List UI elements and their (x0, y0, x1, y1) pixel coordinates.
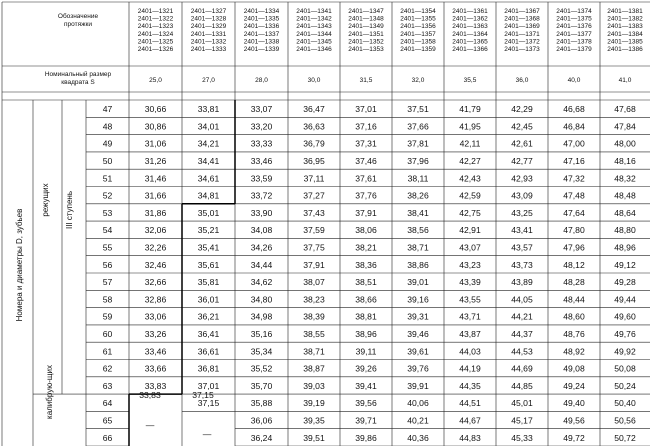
column-code: 2401—1371 (504, 30, 540, 38)
table-cell: 40,36 (407, 432, 429, 443)
row-number: 63 (102, 380, 113, 391)
row-number: 59 (102, 311, 113, 322)
table-cell: 50,40 (614, 398, 636, 409)
column-size: 25,0 (149, 77, 162, 84)
table-cell: 44,85 (511, 380, 533, 391)
table-cell: 35,70 (250, 380, 273, 391)
table-cell: 44,05 (511, 294, 533, 305)
table-cell: 36,24 (250, 432, 273, 443)
column-code: 2401—1373 (504, 46, 540, 53)
table-cell: 39,61 (407, 346, 429, 357)
table-cell: 35,52 (250, 363, 273, 374)
table-cell: 34,41 (197, 156, 220, 167)
table-cell: 50,08 (614, 363, 636, 374)
column-code: 2401—1323 (137, 23, 174, 31)
table-cell: 38,21 (355, 242, 377, 253)
table-cell: 41,95 (459, 121, 481, 132)
table-cell: 42,75 (459, 207, 481, 218)
table-cell: 33,72 (250, 190, 273, 201)
row-number: 51 (102, 173, 113, 184)
table-cell: 47,64 (563, 207, 585, 218)
table-cell: 37,66 (407, 121, 429, 132)
table-cell: 44,37 (511, 329, 533, 340)
row-number: 55 (102, 242, 113, 253)
table-cell: 36,21 (197, 311, 220, 322)
column-code: 2401—1382 (607, 15, 643, 23)
row-number: 53 (102, 207, 113, 218)
column-size: 40,0 (567, 77, 581, 84)
column-code: 2401—1345 (296, 38, 332, 46)
column-code: 2401—1326 (137, 46, 174, 53)
column-code: 2401—1324 (137, 30, 174, 38)
table-cell: 42,93 (511, 173, 533, 184)
table-cell: 36,61 (197, 346, 220, 357)
table-cell: 32,86 (144, 294, 167, 305)
table-cell: 35,34 (250, 346, 273, 357)
row-number: 64 (102, 398, 113, 409)
table-cell: 32,26 (144, 242, 167, 253)
column-code: 2401—1331 (190, 30, 227, 38)
table-cell: 49,56 (563, 415, 585, 426)
table-cell: 43,23 (459, 259, 481, 270)
column-size: 35,5 (463, 77, 477, 84)
row-number: 61 (102, 346, 113, 357)
table-cell: 42,61 (511, 138, 533, 149)
column-size: 28,0 (255, 77, 268, 84)
table-cell: 39,46 (407, 329, 429, 340)
table-cell: 43,73 (511, 259, 533, 270)
table-cell: 40,21 (407, 415, 429, 426)
table-cell: 37,91 (303, 259, 325, 270)
table-cell: 32,46 (144, 259, 167, 270)
table-cell: 32,06 (144, 225, 167, 236)
table-cell: 43,41 (511, 225, 533, 236)
table-cell: 37,27 (303, 190, 325, 201)
column-code: 2401—1328 (190, 15, 227, 23)
table-cell: 43,89 (511, 277, 533, 288)
table-cell: 36,95 (303, 156, 325, 167)
column-code: 2401—1349 (348, 23, 384, 31)
column-code: 2401—1372 (504, 38, 540, 46)
table-cell: 42,43 (459, 173, 481, 184)
side-label-calibrating: калибрую-щих (45, 365, 54, 419)
row-number: 58 (102, 294, 113, 305)
table-cell: 43,87 (459, 329, 481, 340)
table-cell: 38,36 (355, 259, 377, 270)
table-cell: 44,35 (459, 380, 481, 391)
table-cell: 38,23 (303, 294, 325, 305)
table-cell: 35,88 (250, 398, 273, 409)
table-cell: 49,40 (563, 398, 585, 409)
table-cell: 44,69 (511, 363, 533, 374)
table-cell: 43,57 (511, 242, 533, 253)
column-code: 2401—1386 (607, 46, 643, 53)
column-code: 2401—1341 (296, 8, 332, 15)
table-cell: 35,01 (197, 207, 220, 218)
column-code: 2401—1342 (296, 15, 332, 23)
table-cell: 38,11 (407, 173, 429, 184)
column-code: 2401—1374 (556, 8, 592, 15)
column-code: 2401—1378 (556, 38, 592, 46)
column-code: 2401—1384 (607, 30, 643, 38)
side-label-stage: III ступень (65, 190, 74, 230)
column-code: 2401—1385 (607, 38, 643, 46)
table-cell: 31,66 (144, 190, 167, 201)
table-cell: 33,59 (250, 173, 273, 184)
table-cell: 34,01 (197, 121, 220, 132)
table-cell: 33,06 (144, 311, 167, 322)
table-cell: 36,01 (197, 294, 220, 305)
table-cell: 44,67 (459, 415, 481, 426)
table-cell: 35,61 (197, 259, 220, 270)
column-code: 2401—1355 (400, 15, 436, 23)
column-code: 2401—1337 (243, 30, 280, 38)
table-cell: 39,31 (407, 311, 429, 322)
table-cell: 43,71 (459, 311, 481, 322)
table-cell: 48,12 (563, 259, 585, 270)
table-cell: 48,80 (614, 225, 636, 236)
table-cell: 38,56 (407, 225, 429, 236)
table-cell: 38,51 (355, 277, 377, 288)
column-code: 2401—1377 (556, 30, 592, 38)
table-cell: 39,76 (407, 363, 429, 374)
table-cell: 49,28 (614, 277, 636, 288)
column-code: 2401—1339 (243, 46, 280, 53)
table-cell: 37,96 (407, 156, 429, 167)
row-number: 57 (102, 277, 113, 288)
table-cell: 47,96 (563, 242, 585, 253)
table-cell: 35,41 (197, 242, 220, 253)
row-number: 49 (102, 138, 113, 149)
table-cell: 48,60 (563, 311, 585, 322)
column-code: 2401—1383 (607, 23, 643, 31)
table-cell: 39,91 (407, 380, 429, 391)
table-cell: 46,68 (563, 104, 585, 115)
table-cell: 34,44 (250, 259, 273, 270)
table-cell: 33,83 (144, 380, 167, 391)
column-size: 36,0 (515, 77, 529, 84)
table-cell: 38,87 (303, 363, 325, 374)
column-code: 2401—1359 (400, 46, 436, 53)
table-cell: 33,07 (250, 104, 273, 115)
table-cell: 39,56 (355, 398, 377, 409)
table-cell: 38,07 (303, 277, 325, 288)
table-cell: 36,79 (303, 138, 325, 149)
table-cell: 37,51 (407, 104, 429, 115)
column-code: 2401—1366 (452, 46, 488, 53)
column-code: 2401—1379 (556, 46, 592, 53)
table-cell: 49,44 (614, 294, 636, 305)
table-cell: 39,41 (355, 380, 377, 391)
column-code: 2401—1365 (452, 38, 488, 46)
table-cell: 49,24 (563, 380, 585, 391)
table-cell: 48,16 (614, 156, 636, 167)
table-cell: 38,26 (407, 190, 429, 201)
table-cell: 38,39 (303, 311, 325, 322)
column-code: 2401—1322 (137, 15, 174, 23)
row-number: 62 (102, 363, 113, 374)
table-cell: 41,79 (459, 104, 481, 115)
column-code: 2401—1334 (243, 8, 280, 15)
table-cell: 37,75 (303, 242, 325, 253)
column-code: 2401—1348 (348, 15, 384, 23)
table-cell: 44,21 (511, 311, 533, 322)
column-code: 2401—1353 (348, 46, 384, 53)
table-cell: 36,06 (250, 415, 273, 426)
table-cell: 47,48 (563, 190, 585, 201)
table-cell: 42,45 (511, 121, 533, 132)
merged-cell-c1-68-69: — (145, 420, 155, 430)
column-code: 2401—1356 (400, 23, 436, 31)
table-cell: 47,00 (563, 138, 585, 149)
table-cell: 42,59 (459, 190, 481, 201)
table-cell: 34,26 (250, 242, 273, 253)
designation-title-line-2: протяжки (64, 21, 92, 28)
table-cell: 49,08 (563, 363, 585, 374)
table-cell: 33,20 (250, 121, 273, 132)
table-cell: 37,01 (355, 104, 377, 115)
row-number: 56 (102, 259, 113, 270)
table-cell: 48,64 (614, 207, 636, 218)
column-code: 2401—1367 (504, 8, 540, 15)
table-cell: 33,26 (144, 329, 167, 340)
table-cell: 44,83 (459, 432, 481, 443)
column-code: 2401—1333 (190, 46, 227, 53)
table-cell: 34,21 (197, 138, 220, 149)
column-code: 2401—1362 (452, 15, 488, 23)
column-code: 2401—1329 (190, 23, 227, 31)
table-cell: 33,46 (250, 156, 273, 167)
table-cell: 44,53 (511, 346, 533, 357)
column-code: 2401—1381 (607, 8, 643, 15)
table-cell: 37,61 (355, 173, 377, 184)
table-cell: 44,19 (459, 363, 481, 374)
table-cell: 39,86 (355, 432, 377, 443)
table-cell: 33,90 (250, 207, 273, 218)
row-number: 54 (102, 225, 113, 236)
merged-cell-c2-65-68: 37,15 (192, 390, 214, 400)
table-cell: 36,47 (303, 104, 325, 115)
table-cell: 48,28 (563, 277, 585, 288)
column-code: 2401—1351 (348, 30, 384, 38)
table-cell: 33,81 (197, 104, 220, 115)
table-cell: 38,55 (303, 329, 325, 340)
table-cell: 50,56 (614, 415, 636, 426)
table-cell: 47,80 (563, 225, 585, 236)
column-code: 2401—1325 (137, 38, 174, 46)
table-cell: 42,91 (459, 225, 481, 236)
column-size: 30,0 (307, 77, 321, 84)
table-cell: 37,46 (355, 156, 377, 167)
column-code: 2401—1346 (296, 46, 332, 53)
table-cell: 39,35 (303, 415, 325, 426)
table-cell: 32,66 (144, 277, 167, 288)
table-cell: 47,16 (563, 156, 585, 167)
column-size: 27,0 (202, 77, 215, 84)
column-code: 2401—1361 (452, 8, 488, 15)
table-cell: 39,03 (303, 380, 325, 391)
table-cell: 34,08 (250, 225, 273, 236)
column-code: 2401—1336 (243, 23, 280, 31)
table-cell: 34,98 (250, 311, 273, 322)
table-cell: 38,06 (355, 225, 377, 236)
table-cell: 37,15 (197, 398, 220, 409)
column-code: 2401—1368 (504, 15, 540, 23)
row-number: 66 (102, 432, 113, 443)
table-cell: 48,76 (563, 329, 585, 340)
table-cell: 37,11 (303, 173, 325, 184)
table-cell: 35,81 (197, 277, 220, 288)
table-cell: 38,71 (407, 242, 429, 253)
table-cell: 38,41 (407, 207, 429, 218)
table-grid (2, 2, 650, 446)
table-cell: 48,92 (563, 346, 585, 357)
table-cell: 47,84 (614, 121, 636, 132)
table-cell: 42,77 (511, 156, 533, 167)
table-cell: 37,91 (355, 207, 377, 218)
table-cell: 38,96 (355, 329, 377, 340)
table-cell: 44,51 (459, 398, 481, 409)
table-cell: 50,72 (614, 432, 636, 443)
row-number: 65 (102, 415, 113, 426)
side-label-cutting: режущих (41, 183, 50, 217)
table-cell: 43,25 (511, 207, 533, 218)
table-cell: 37,16 (355, 121, 377, 132)
table-cell: 39,71 (355, 415, 377, 426)
table-cell: 42,29 (511, 104, 533, 115)
table-cell: 39,51 (303, 432, 325, 443)
table-cell: 43,09 (511, 190, 533, 201)
column-code: 2401—1327 (190, 8, 227, 15)
table-cell: 44,03 (459, 346, 481, 357)
table-cell: 47,32 (563, 173, 585, 184)
table-cell: 39,01 (407, 277, 429, 288)
table-cell: 36,81 (197, 363, 220, 374)
table-cell: 37,81 (407, 138, 429, 149)
size-label-line-1: Номинальный размер (44, 71, 112, 78)
table-cell: 49,76 (614, 329, 636, 340)
column-code: 2401—1321 (137, 8, 174, 15)
table-cell: 31,86 (144, 207, 167, 218)
table-cell: 45,33 (511, 432, 533, 443)
table-cell: 36,41 (197, 329, 220, 340)
table-cell: 34,62 (250, 277, 273, 288)
table-cell: 42,11 (459, 138, 481, 149)
table-cell: 37,31 (355, 138, 377, 149)
table-cell: 33,33 (250, 138, 273, 149)
column-code: 2401—1352 (348, 38, 384, 46)
table-cell: 35,21 (197, 225, 220, 236)
column-code: 2401—1357 (400, 30, 436, 38)
table-cell: 50,24 (614, 380, 636, 391)
table-cell: 40,06 (407, 398, 429, 409)
table-cell: 34,81 (197, 190, 220, 201)
row-number: 48 (102, 121, 113, 132)
table-cell: 37,43 (303, 207, 325, 218)
table-cell: 35,16 (250, 329, 273, 340)
table-cell: 43,55 (459, 294, 481, 305)
column-code: 2401—1376 (556, 23, 592, 31)
table-cell: 49,12 (614, 259, 636, 270)
table-cell: 36,63 (303, 121, 325, 132)
row-number: 47 (102, 104, 113, 115)
size-label-line-2: квадрата S (61, 79, 95, 86)
table-cell: 45,01 (511, 398, 533, 409)
side-label-outer: Номера и диаметры D, зубьев (15, 208, 24, 322)
table-cell: 38,81 (355, 311, 377, 322)
table-cell: 31,06 (144, 138, 167, 149)
table-cell: 38,71 (303, 346, 325, 357)
table-cell: 39,16 (407, 294, 429, 305)
table-cell: 43,07 (459, 242, 481, 253)
table-cell: 37,01 (197, 380, 220, 391)
table-cell: 37,59 (303, 225, 325, 236)
column-code: 2401—1344 (296, 30, 332, 38)
merged-cell-c2-69: — (202, 429, 212, 439)
table-cell: 39,26 (355, 363, 377, 374)
table-cell: 49,72 (563, 432, 585, 443)
column-size: 31,5 (359, 77, 373, 84)
table-cell: 45,17 (511, 415, 533, 426)
table-cell: 46,84 (563, 121, 585, 132)
table-cell: 48,48 (614, 190, 636, 201)
column-size: 41,0 (618, 77, 632, 84)
table-cell: 48,96 (614, 242, 636, 253)
table-cell: 48,00 (614, 138, 636, 149)
column-code: 2401—1332 (190, 38, 227, 46)
table-cell: 43,39 (459, 277, 481, 288)
column-code: 2401—1369 (504, 23, 540, 31)
table-cell: 49,60 (614, 311, 636, 322)
row-number: 52 (102, 190, 113, 201)
merged-cell-c1-64-67: 33,83 (139, 390, 161, 400)
table-cell: 31,26 (144, 156, 167, 167)
table-cell: 48,32 (614, 173, 636, 184)
table-cell: 42,27 (459, 156, 481, 167)
table-cell: 38,86 (407, 259, 429, 270)
column-code: 2401—1335 (243, 15, 280, 23)
table-cell: 49,92 (614, 346, 636, 357)
table-cell: 47,68 (614, 104, 636, 115)
column-code: 2401—1358 (400, 38, 436, 46)
table-cell: 38,66 (355, 294, 377, 305)
table-cell: 48,44 (563, 294, 585, 305)
column-code: 2401—1354 (400, 8, 436, 15)
designation-title-line-1: Обозначение (57, 13, 99, 20)
table-cell: 34,80 (250, 294, 273, 305)
column-code: 2401—1375 (556, 15, 592, 23)
table-cell: 34,61 (197, 173, 220, 184)
row-number: 60 (102, 329, 113, 340)
table-cell: 33,66 (144, 363, 167, 374)
table-body (103, 8, 643, 446)
table-cell: 31,46 (144, 173, 167, 184)
column-code: 2401—1347 (348, 8, 384, 15)
table-cell: 37,76 (355, 190, 377, 201)
column-size: 32,0 (411, 77, 425, 84)
table-cell: 33,46 (144, 346, 167, 357)
column-code: 2401—1363 (452, 23, 488, 31)
row-number: 50 (102, 156, 113, 167)
column-code: 2401—1338 (243, 38, 280, 46)
table-cell: 39,11 (355, 346, 377, 357)
table-cell: 30,66 (144, 104, 167, 115)
column-code: 2401—1364 (452, 30, 488, 38)
table-cell: 39,19 (303, 398, 325, 409)
column-code: 2401—1343 (296, 23, 332, 31)
table-cell: 30,86 (144, 121, 167, 132)
